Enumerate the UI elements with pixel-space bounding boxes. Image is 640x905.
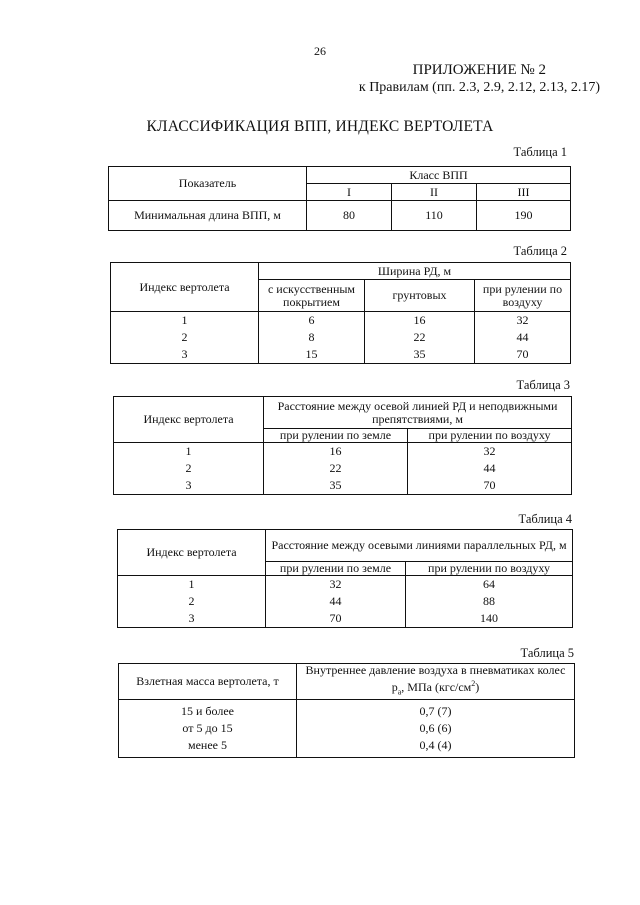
table4-ground-2: 44	[329, 594, 342, 608]
table3-label: Таблица 3	[516, 378, 570, 392]
table1-value-1: 80	[307, 201, 392, 231]
table2-label: Таблица 2	[513, 244, 567, 258]
table3-index-cell	[114, 443, 264, 495]
table3-air-3: 70	[483, 478, 496, 492]
table5-pressure-1: 0,7 (7)	[419, 704, 452, 718]
table4-index-3: 3	[188, 611, 195, 625]
table4-header-index: Индекс вертолета	[118, 530, 266, 576]
table3-sub-ground: при рулении по земле	[264, 429, 408, 443]
table5-label: Таблица 5	[520, 646, 574, 660]
table5-pressure-2: 0,6 (6)	[419, 721, 452, 735]
table2-air-3: 70	[516, 347, 529, 361]
table1-header-class: Класс ВПП	[307, 167, 571, 184]
table5-mass-2: от 5 до 15	[182, 721, 233, 735]
table2-artificial-cell	[259, 312, 365, 364]
table2-ground-1: 16	[413, 313, 426, 327]
table3-air-1: 32	[483, 444, 496, 458]
table1-class-2: II	[392, 184, 477, 201]
table2-ground-3: 35	[413, 347, 426, 361]
table5-header-pressure-unit: , МПа (кгс/см	[401, 680, 472, 695]
table2-header-index: Индекс вертолета	[111, 263, 259, 312]
table4-ground-cell	[266, 576, 406, 628]
table1-class-1: I	[307, 184, 392, 201]
table4-header-distance: Расстояние между осевыми линиями параллельных РД, м	[266, 530, 573, 562]
table3-ground-2: 22	[329, 461, 342, 475]
table3-header-index: Индекс вертолета	[114, 397, 264, 443]
table2-sub-air: при рулении по воздуху	[475, 280, 571, 312]
table2-ground-2: 22	[413, 330, 426, 344]
appendix-title: ПРИЛОЖЕНИЕ № 2	[412, 62, 546, 78]
table3-sub-air: при рулении по воздуху	[408, 429, 572, 443]
table5-mass-3: менее 5	[188, 738, 227, 752]
table1-value-3: 190	[477, 201, 571, 231]
table4-air-3: 140	[480, 611, 498, 625]
table5-header-pressure-main: Внутреннее давление воздуха в пневматиках колес p	[305, 663, 566, 695]
table2-ground-cell	[365, 312, 475, 364]
table2-air-cell	[475, 312, 571, 364]
table4-label: Таблица 4	[518, 512, 572, 526]
table5-mass-1: 15 и более	[180, 704, 234, 718]
table5-header-pressure-end: )	[475, 680, 480, 695]
table4-ground-3: 70	[329, 611, 342, 625]
table1-class-3: III	[477, 184, 571, 201]
table5-pressure-3: 0,4 (4)	[419, 738, 452, 752]
table3-index-2: 2	[185, 461, 192, 475]
table1	[108, 166, 571, 231]
table3-ground-1: 16	[329, 444, 342, 458]
table4	[117, 529, 573, 628]
table5-header-pressure	[297, 664, 575, 700]
table2-index-3: 3	[181, 347, 188, 361]
table4-air-cell	[406, 576, 573, 628]
table3-ground-cell	[264, 443, 408, 495]
table4-index-1: 1	[188, 577, 195, 591]
table4-index-cell	[118, 576, 266, 628]
table2-artificial-2: 8	[308, 330, 315, 344]
table1-row-label: Минимальная длина ВПП, м	[109, 201, 307, 231]
page-number: 26	[314, 44, 326, 58]
table2	[110, 262, 571, 364]
table3	[113, 396, 572, 495]
table5-header-pressure-sup: 2	[471, 679, 476, 689]
table2-index-1: 1	[181, 313, 188, 327]
table3-index-3: 3	[185, 478, 192, 492]
table2-air-2: 44	[516, 330, 529, 344]
table2-sub-artificial: с искусственным покрытием	[259, 280, 365, 312]
table2-header-width: Ширина РД, м	[259, 263, 571, 280]
table2-air-1: 32	[516, 313, 529, 327]
table3-ground-3: 35	[329, 478, 342, 492]
table5-header-mass: Взлетная масса вертолета, т	[119, 664, 297, 700]
table2-sub-ground: грунтовых	[365, 280, 475, 312]
appendix-subtitle: к Правилам (пп. 2.3, 2.9, 2.12, 2.13, 2.17)	[358, 80, 600, 95]
table2-artificial-3: 15	[305, 347, 318, 361]
table2-artificial-1: 6	[308, 313, 315, 327]
table1-label: Таблица 1	[513, 145, 567, 159]
table4-air-2: 88	[483, 594, 495, 608]
table4-index-2: 2	[188, 594, 195, 608]
table5	[118, 663, 575, 758]
table2-index-2: 2	[181, 330, 188, 344]
table1-value-2: 110	[392, 201, 477, 231]
table3-air-cell	[408, 443, 572, 495]
table5-header-pressure-sub: a	[397, 687, 402, 697]
table5-pressure-cell	[297, 700, 575, 758]
table4-ground-1: 32	[329, 577, 342, 591]
table3-header-distance: Расстояние между осевой линией РД и неподвижными препятствиями, м	[264, 397, 572, 429]
table4-air-1: 64	[483, 577, 495, 591]
table3-index-1: 1	[185, 444, 192, 458]
table3-air-2: 44	[483, 461, 496, 475]
table2-index-cell	[111, 312, 259, 364]
table1-header-indicator: Показатель	[109, 167, 307, 201]
table4-sub-air: при рулении по воздуху	[406, 562, 573, 576]
table4-sub-ground: при рулении по земле	[266, 562, 406, 576]
document-heading: КЛАССИФИКАЦИЯ ВПП, ИНДЕКС ВЕРТОЛЕТА	[146, 118, 494, 135]
table5-mass-cell	[119, 700, 297, 758]
